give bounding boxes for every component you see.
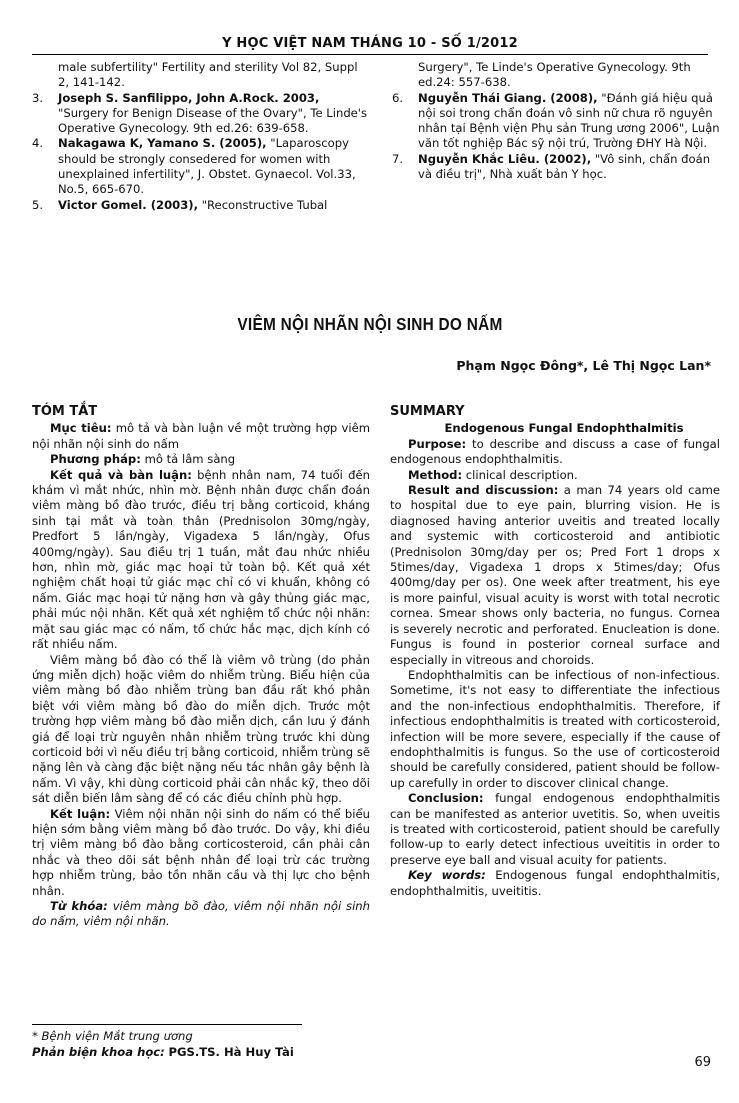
reference-number: 3. <box>32 90 44 105</box>
abstract-keywords <box>32 899 370 930</box>
keywords-label: Từ khóa: <box>50 899 108 913</box>
reference-text: "Surgery for Benign Disease of the Ovary", Te Linde's Operative Gynecology. 9th ed.26: 639-658. <box>58 105 368 136</box>
abstract-conclusion <box>32 807 370 899</box>
purpose-label: Purpose: <box>408 436 467 451</box>
keywords-label: Key words: <box>408 868 486 883</box>
summary-conclusion <box>390 791 720 868</box>
reference-7 <box>392 152 722 183</box>
reference-text: "Laparoscopy should be strongly consedered for women with unexplained infertility", J. Obstet. Gynaecol. Vol.33, No.5, 665-670. <box>58 136 356 197</box>
reference-author: Joseph S. Sanfilippo, John A.Rock. 2003, <box>58 90 320 105</box>
journal-header: Y HỌC VIỆT NAM THÁNG 10 - SỐ 1/2012 <box>222 36 518 51</box>
results-label: Result and discussion: <box>408 483 559 498</box>
abstract-heading: TÓM TẮT <box>32 404 98 419</box>
conclusion-text: Viêm nội nhãn nội sinh do nấm có thể biểu hiện sớm bằng viêm màng bồ đào trước. Do vậy, khi điều trị viêm màng bồ đào bằng corticosteroid, cần phải cân nhắc và theo dõi sát bệnh nhân để loại trừ các trường hợp nhiễm trùng, bảo tồn nhãn cầu và thị lực cho bệnh nhân. <box>32 806 370 898</box>
summary-keywords <box>390 868 720 899</box>
footnote-reviewer <box>32 1045 294 1059</box>
reference-text: "Reconstructive Tubal <box>201 197 328 212</box>
summary-heading: SUMMARY <box>390 404 465 419</box>
summary-purpose <box>390 437 720 468</box>
summary-method <box>390 468 720 483</box>
method-label: Phương pháp: <box>50 452 141 467</box>
results-text: a man 74 years old came to hospital due to eye pain, blurring vision. He is diagnosed having anterior uveitis and treated locally and systemic with corticosteroid and antibiotic (Prednisolon 30mg/day per os; Pred Fort 1 drops x 5times/day, Vigadexa 1 drops x 5times/day; Ofus 400mg/day per os). One week after treatment, his eye is more painful, visual acuity is worst with total necrotic cornea. Smear shows only bacteria, no fungus. Cornea is severely necrotic and perforated. Enucleation is done. Fungus is found in posterior corneal surface and especially in vitreous and choroids. <box>390 483 721 667</box>
footnote-affiliation: * Bệnh viện Mắt trung ương <box>32 1029 193 1043</box>
reference-number: 5. <box>32 197 44 212</box>
reference-3 <box>32 91 368 137</box>
reference-author: Victor Gomel. (2003), <box>58 197 198 212</box>
reference-author: Nguyễn Thái Giang. (2008), <box>418 90 598 105</box>
conclusion-label: Kết luận: <box>50 806 111 821</box>
method-text: mô tả lâm sàng <box>144 452 236 467</box>
reference-author: Nakagawa K, Yamano S. (2005), <box>58 136 267 151</box>
summary-subtitle: Endogenous Fungal Endophthalmitis <box>444 421 684 436</box>
reference-6 <box>392 91 722 152</box>
conclusion-text: fungal endogenous endophthalmitis can be manifested as anterior uvetitis. So, when uveitis is treated with corticosteroid, patient should be carefully follow-up to early detect infectious uveititis in order to preserve eye ball and visual acuity for patients. <box>390 791 720 867</box>
summary-results <box>390 483 720 668</box>
header-rule <box>32 54 708 55</box>
conclusion-label: Conclusion: <box>408 791 484 806</box>
abstract-method <box>32 452 370 467</box>
abstract-objective <box>32 421 370 452</box>
reference-number: 4. <box>32 136 44 151</box>
keywords-text: Endogenous fungal endophthalmitis, endophthalmitis, uveititis. <box>390 868 720 898</box>
references-right <box>392 60 722 182</box>
reviewer-label: Phản biện khoa học: <box>32 1045 165 1059</box>
purpose-text: to describe and discuss a case of fungal endogenous endophthalmitis. <box>390 436 721 467</box>
references-left <box>32 60 368 213</box>
method-label: Method: <box>408 467 463 482</box>
results-label: Kết quả và bàn luận: <box>50 467 192 482</box>
article-title: VIÊM NỘI NHÃN NỘI SINH DO NẤM <box>237 314 503 334</box>
reference-continuation: male subfertility" Fertility and sterility Vol 82, Suppl 2, 141-142. <box>58 60 358 90</box>
reference-5 <box>32 198 368 213</box>
abstract-discussion: Viêm màng bồ đào có thể là viêm vô trùng (do phản ứng miễn dịch) hoặc viêm do nhiễm trùng. Biểu hiện của viêm màng bồ đào nhiễm trùng ban đầu rất khó phân biệt với viêm màng bồ đào do miễn dịch. Trước một trường hợp viêm màng bồ đào miễn dịch, cần lưu ý đánh giá để loại trừ nguyên nhân nhiễm trùng trước khi dùng corticoid bởi vì nếu điều trị bằng corticoid, nhiễm trùng sẽ nặng lên và càng đặc biệt nặng nếu tác nhân gây bệnh là nấm. Vì vậy, khi dùng corticoid phải cân nhắc kỹ, theo dõi sát diễn biến lâm sàng để có các điều chỉnh phù hợp. <box>32 652 370 806</box>
results-text: bệnh nhân nam, 74 tuổi đến khám vì mắt nhức, nhìn mờ. Bệnh nhân được chẩn đoán viêm màng bồ đào trước, điều trị bằng corticoid, kháng sinh tại mắt và toàn thân (Prednisolon 30mg/ngày, Predfort 5 lần/ngày, Vigadexa 5 lần/ngày, Ofus 400mg/ngày). Sau điều trị 1 tuần, mắt đau nhức nhiều hơn, nhìn mờ, giác mạc hoại tử toàn bộ. Kết quả xét nghiệm chất hoại tử giác mạc chỉ có vi khuẩn, không có nấm. Giác mạc hoại tử nặng hơn và gây thủng giác mạc, phải múc nội nhãn. Kết quả xét nghiệm tổ chức nội nhãn: mặt sau giác mạc có nấm, tổ chức hắc mạc, dịch kính có rất nhiều nấm. <box>32 467 370 652</box>
reference-text: "Đánh giá hiệu quả nội soi trong chẩn đoán vô sinh nữ chưa rõ nguyên nhân tại Bệnh viện Phụ sản Trung ương 2006", Luận văn tốt nghiệp Bác sỹ nội trú, Trường ĐHY Hà Nội. <box>418 90 720 151</box>
reference-4 <box>32 136 368 197</box>
reference-continuation: Surgery", Te Linde's Operative Gynecology. 9th ed.24: 557-638. <box>418 60 691 90</box>
summary-discussion: Endophthalmitis can be infectious of non-infectious. Sometime, it's not easy to differentiate the infectious and the non-infectious endophthalmitis. Therefore, if infectious endophthalmitis is treated with corticosteroid, infection will be more severe, especially if the cause of endophthalmitis is fungus. So the use of corticosteroid should be carefully considered, patient should be follow-up carefully in order to discover clinical change. <box>390 667 720 790</box>
reference-text: "Vô sinh, chẩn đoán và điều trị", Nhà xuất bản Y học. <box>418 151 711 182</box>
abstract-english <box>390 404 720 899</box>
keywords-text: viêm màng bồ đào, viêm nội nhãn nội sinh do nấm, viêm nội nhãn. <box>32 899 371 929</box>
reference-number: 6. <box>392 90 404 105</box>
objective-label: Mục tiêu: <box>50 421 112 436</box>
article-authors: Phạm Ngọc Đông*, Lê Thị Ngọc Lan* <box>456 358 711 373</box>
reviewer-name: PGS.TS. Hà Huy Tài <box>168 1045 294 1059</box>
abstract-results <box>32 468 370 653</box>
footnote-rule <box>32 1024 302 1025</box>
abstract-vietnamese <box>32 404 370 930</box>
page-number: 69 <box>694 1055 711 1070</box>
objective-text: mô tả và bàn luận về một trường hợp viêm nội nhãn nội sinh do nấm <box>32 421 370 451</box>
method-text: clinical description. <box>465 467 578 482</box>
reference-number: 7. <box>392 151 404 166</box>
reference-author: Nguyễn Khắc Liêu. (2002), <box>418 151 592 166</box>
